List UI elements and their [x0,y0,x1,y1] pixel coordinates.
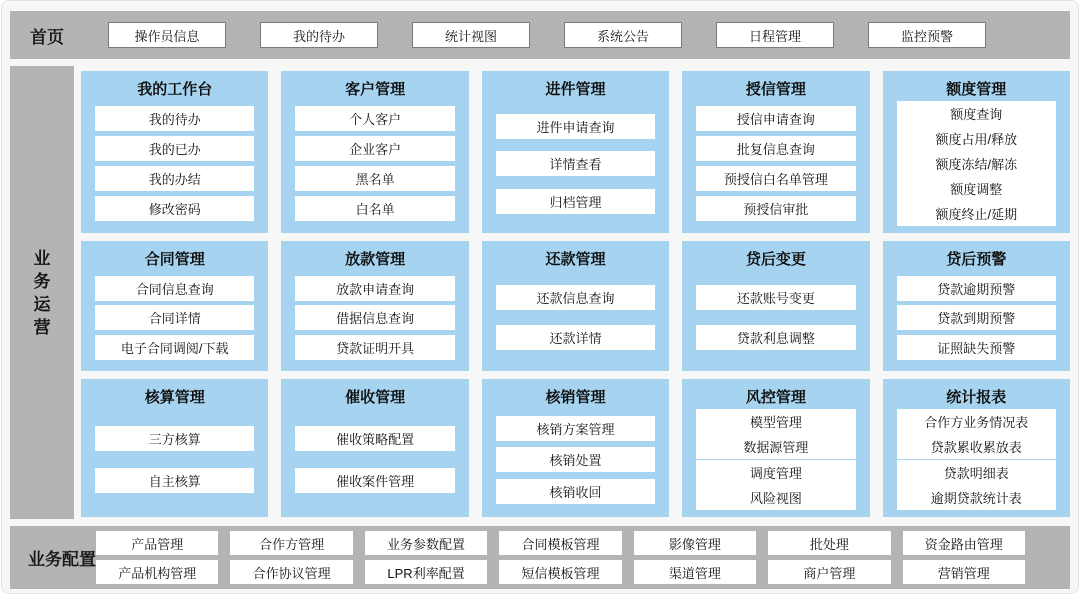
module-panel-r3c5 [883,379,1070,517]
menu-item-button[interactable]: 贷款利息调整 [696,325,855,350]
module-panel-items [482,101,669,226]
system-function-map [1,0,1079,594]
menu-item-button[interactable]: 借据信息查询 [295,305,454,330]
module-panel-items [482,409,669,510]
home-button-5[interactable]: 日程管理 [716,22,834,48]
module-panel-title: 核销管理 [545,389,606,406]
module-panel-r2c4 [682,241,869,371]
menu-item-button[interactable]: 预授信白名单管理 [696,166,855,191]
module-panel-title: 贷后预警 [946,251,1007,268]
module-panel-title: 风控管理 [745,389,806,406]
home-button-4[interactable]: 系统公告 [564,22,682,48]
menu-item-button[interactable]: 批复信息查询 [696,136,855,161]
config-button[interactable]: 营销管理 [903,560,1025,584]
menu-item-button[interactable]: 模型管理 [696,409,855,434]
module-panel-r1c3 [482,71,669,233]
config-button[interactable]: 业务参数配置 [365,531,487,555]
module-panel-items [883,409,1070,510]
module-panel-title: 客户管理 [345,81,406,98]
module-panel-items [281,409,468,510]
menu-item-button[interactable]: 放款申请查询 [295,276,454,301]
module-panel-items [281,101,468,226]
configuration-section [10,526,1070,589]
config-button[interactable]: 短信模板管理 [499,560,621,584]
config-column-3 [365,531,487,584]
menu-item-button[interactable]: 详情查看 [496,151,655,176]
config-button[interactable]: 合作方管理 [230,531,352,555]
menu-item-button[interactable]: 额度冻结/解冻 [897,151,1056,176]
config-button[interactable]: 产品管理 [96,531,218,555]
menu-item-button[interactable]: 个人客户 [295,106,454,131]
module-panel-title: 进件管理 [545,81,606,98]
config-button[interactable]: 资金路由管理 [903,531,1025,555]
module-panel-title: 统计报表 [946,389,1007,406]
menu-item-button[interactable]: 额度调整 [897,176,1056,201]
modules-grid [74,66,1070,519]
home-label: 首页 [30,27,64,47]
home-button-2[interactable]: 我的待办 [260,22,378,48]
config-column-4 [499,531,621,584]
module-panel-r3c1 [81,379,268,517]
config-button[interactable]: 合作协议管理 [230,560,352,584]
menu-item-button[interactable]: 贷款累收累放表 [897,434,1056,459]
menu-item-button[interactable]: 核销处置 [496,447,655,472]
module-panel-title: 额度管理 [946,81,1007,98]
module-panel-r3c3 [482,379,669,517]
module-panel-items [81,409,268,510]
config-button[interactable]: 影像管理 [634,531,756,555]
config-grid [96,531,1025,584]
config-column-5 [634,531,756,584]
menu-item-button[interactable]: 预授信审批 [696,196,855,221]
module-panel-items [682,101,869,226]
module-panel-r2c1 [81,241,268,371]
config-button[interactable]: 渠道管理 [634,560,756,584]
menu-item-button[interactable]: 风险视图 [696,485,855,510]
menu-item-button[interactable]: 逾期贷款统计表 [897,485,1056,510]
module-panel-items [883,101,1070,226]
home-button-6[interactable]: 监控预警 [868,22,986,48]
menu-item-button[interactable]: 自主核算 [95,468,254,493]
menu-item-button[interactable]: 我的办结 [95,166,254,191]
menu-item-button[interactable]: 白名单 [295,196,454,221]
module-panel-items [682,271,869,364]
menu-item-button[interactable]: 还款详情 [496,325,655,350]
menu-item-button[interactable]: 我的已办 [95,136,254,161]
module-panel-title: 还款管理 [545,251,606,268]
config-button[interactable]: 商户管理 [768,560,890,584]
module-panel-items [883,271,1070,364]
home-buttons [108,22,986,48]
module-panel-r3c2 [281,379,468,517]
home-button-3[interactable]: 统计视图 [412,22,530,48]
menu-item-button[interactable]: 我的待办 [95,106,254,131]
menu-item-button[interactable]: 贷款明细表 [897,460,1056,485]
module-panel-r1c2 [281,71,468,233]
module-panel-r2c2 [281,241,468,371]
menu-item-button[interactable]: 额度占用/释放 [897,126,1056,151]
menu-item-button[interactable]: 合作方业务情况表 [897,409,1056,434]
menu-item-button[interactable]: 贷款证明开具 [295,335,454,360]
menu-item-button[interactable]: 归档管理 [496,189,655,214]
module-panel-title: 授信管理 [745,81,806,98]
module-panel-r1c5 [883,71,1070,233]
module-panel-items [81,271,268,364]
module-panel-title: 我的工作台 [137,81,213,98]
menu-item-button[interactable]: 核销方案管理 [496,416,655,441]
menu-item-button[interactable]: 电子合同调阅/下载 [95,335,254,360]
module-panel-title: 放款管理 [345,251,406,268]
menu-item-button[interactable]: 三方核算 [95,426,254,451]
operations-label: 业 务 运 营 [33,248,51,337]
menu-item-button[interactable]: 额度终止/延期 [897,201,1056,226]
home-button-1[interactable]: 操作员信息 [108,22,226,48]
configuration-label: 业务配置 [28,550,96,569]
menu-item-button[interactable]: 核销收回 [496,479,655,504]
module-panel-title: 贷后变更 [745,251,806,268]
module-panel-items [682,409,869,510]
config-button[interactable]: 合同模板管理 [499,531,621,555]
menu-item-button[interactable]: 催收策略配置 [295,426,454,451]
module-panel-title: 合同管理 [144,251,205,268]
menu-item-button[interactable]: 数据源管理 [696,434,855,459]
config-column-2 [230,531,352,584]
menu-item-button[interactable]: 催收案件管理 [295,468,454,493]
config-column-7 [903,531,1025,584]
menu-item-button[interactable]: 贷款逾期预警 [897,276,1056,301]
module-panel-items [81,101,268,226]
menu-item-button[interactable]: 修改密码 [95,196,254,221]
menu-item-button[interactable]: 调度管理 [696,460,855,485]
config-button[interactable]: 批处理 [768,531,890,555]
config-button[interactable]: LPR利率配置 [365,560,487,584]
module-panel-title: 核算管理 [144,389,205,406]
config-column-6 [768,531,890,584]
menu-item-button[interactable]: 授信申请查询 [696,106,855,131]
menu-item-button[interactable]: 黑名单 [295,166,454,191]
module-panel-r2c3 [482,241,669,371]
menu-item-button[interactable]: 合同详情 [95,305,254,330]
module-panel-items [281,271,468,364]
module-panel-r1c1 [81,71,268,233]
menu-item-button[interactable]: 额度查询 [897,101,1056,126]
operations-section [10,66,1070,519]
module-panel-items [482,271,669,364]
operations-strip [10,66,74,519]
module-panel-r2c5 [883,241,1070,371]
menu-item-button[interactable]: 还款信息查询 [496,285,655,310]
menu-item-button[interactable]: 进件申请查询 [496,114,655,139]
config-button[interactable]: 产品机构管理 [96,560,218,584]
menu-item-button[interactable]: 还款账号变更 [696,285,855,310]
module-panel-r1c4 [682,71,869,233]
module-panel-title: 催收管理 [345,389,406,406]
menu-item-button[interactable]: 贷款到期预警 [897,305,1056,330]
module-panel-r3c4 [682,379,869,517]
menu-item-button[interactable]: 企业客户 [295,136,454,161]
menu-item-button[interactable]: 证照缺失预警 [897,335,1056,360]
menu-item-button[interactable]: 合同信息查询 [95,276,254,301]
home-section [10,11,1070,59]
config-column-1 [96,531,218,584]
